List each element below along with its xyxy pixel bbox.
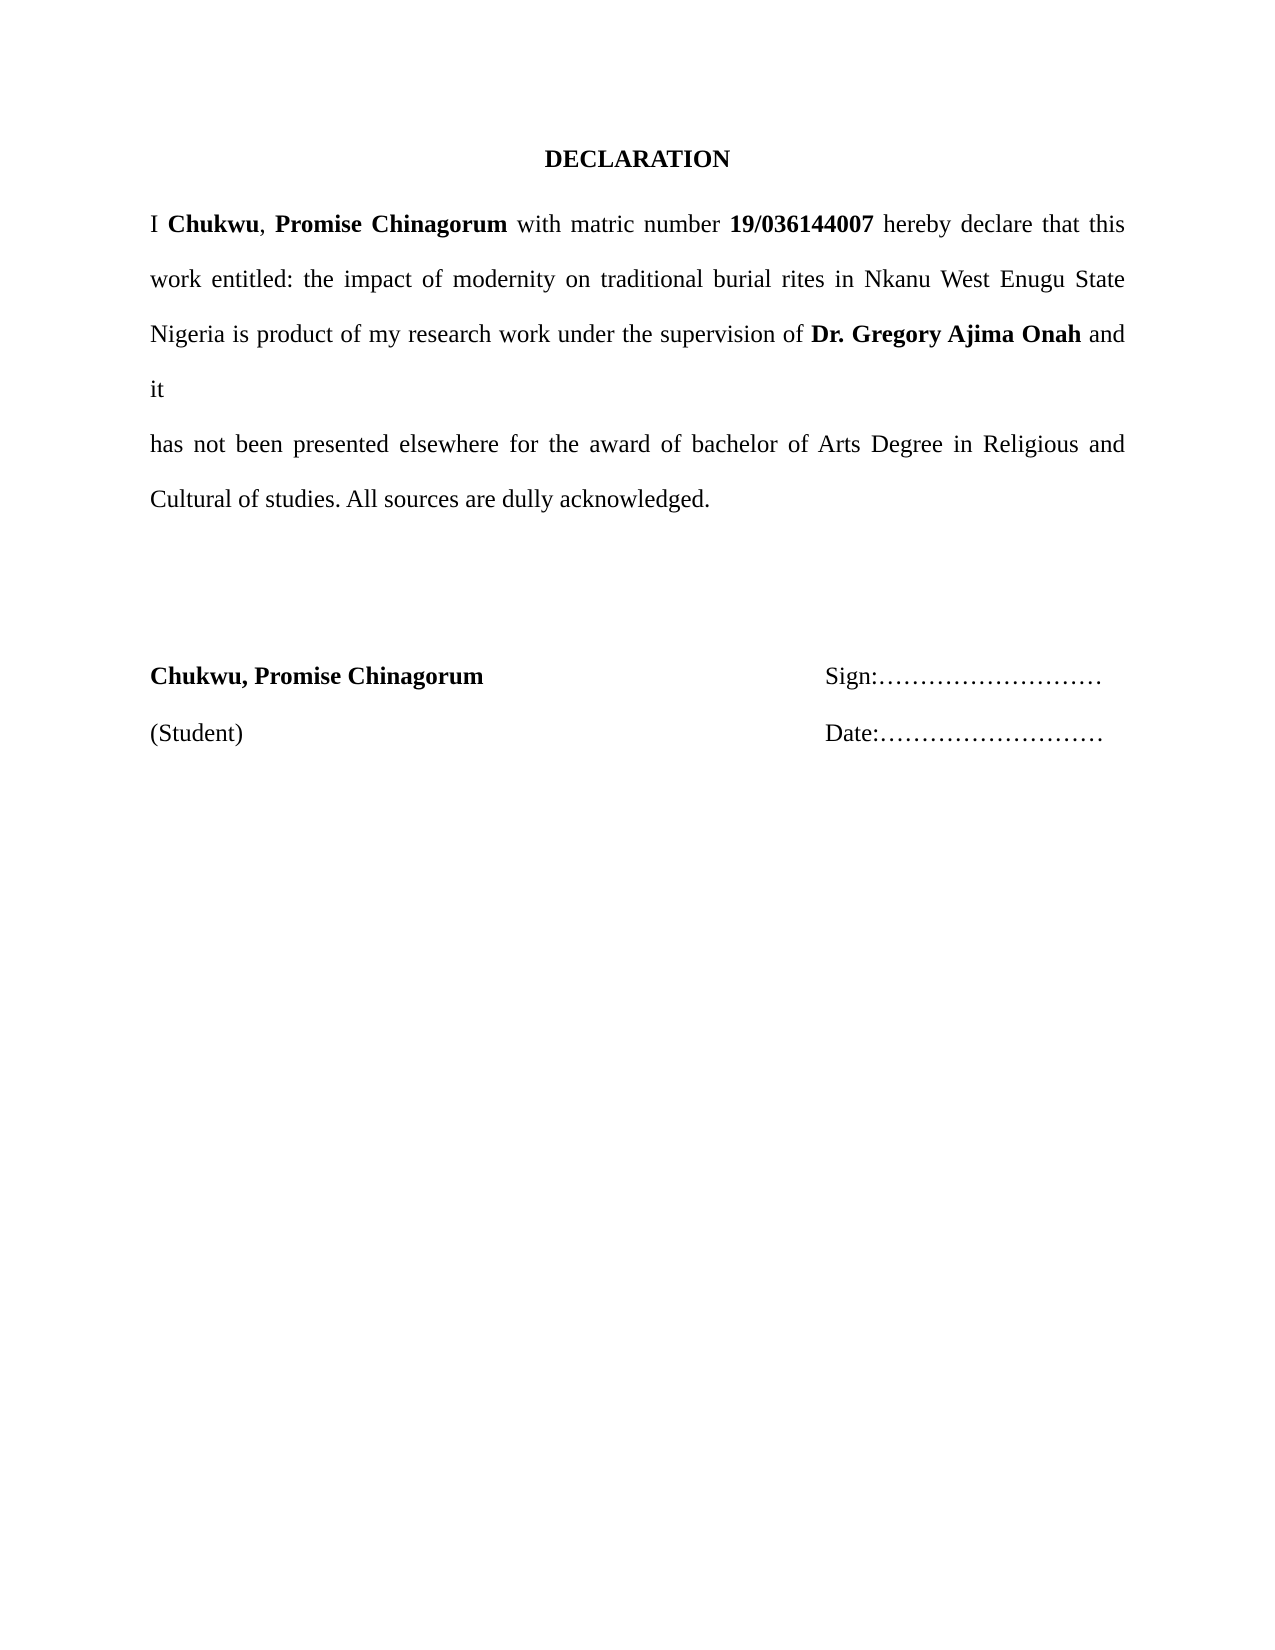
paragraph-line [150,252,1125,307]
paragraph-text: hereby declare that this [873,211,1125,238]
signature-row-name-sign [150,649,1125,704]
paragraph-line [150,307,1125,417]
paragraph-text: Cultural of studies. All sources are dully acknowledged. [150,486,711,513]
paragraph-bold-text: Promise Chinagorum [274,211,508,238]
sign-line: Sign:……………………… [825,663,1103,690]
paragraph-bold-text: Chukwu [167,211,260,238]
declaration-paragraph [150,197,1125,527]
paragraph-bold-text: 19/036144007 [729,211,874,238]
student-role: (Student) [150,720,244,747]
signature-row-role-date [150,706,1125,761]
paragraph-line [150,417,1125,472]
paragraph-bold-text: Dr. Gregory Ajima Onah [811,321,1082,348]
paragraph-text: has not been presented elsewhere for the award of bachelor of Arts Degree in Religious and [150,431,1125,458]
student-name: Chukwu, Promise Chinagorum [150,663,484,690]
page-title: DECLARATION [544,146,731,173]
paragraph-text: and it [150,321,1125,403]
paragraph-text: , [259,211,275,238]
paragraph-line [150,197,1125,252]
date-line: Date:……………………… [825,720,1105,747]
paragraph-text: Nigeria is product of my research work under the supervision of [150,321,812,348]
paragraph-line [150,472,1125,527]
paragraph-text: work entitled: the impact of modernity on traditional burial rites in Nkanu West Enugu State [150,266,1125,293]
signature-block [150,649,1125,761]
page-content [150,0,1125,761]
paragraph-text: with matric number [507,211,730,238]
paragraph-text: I [150,211,168,238]
